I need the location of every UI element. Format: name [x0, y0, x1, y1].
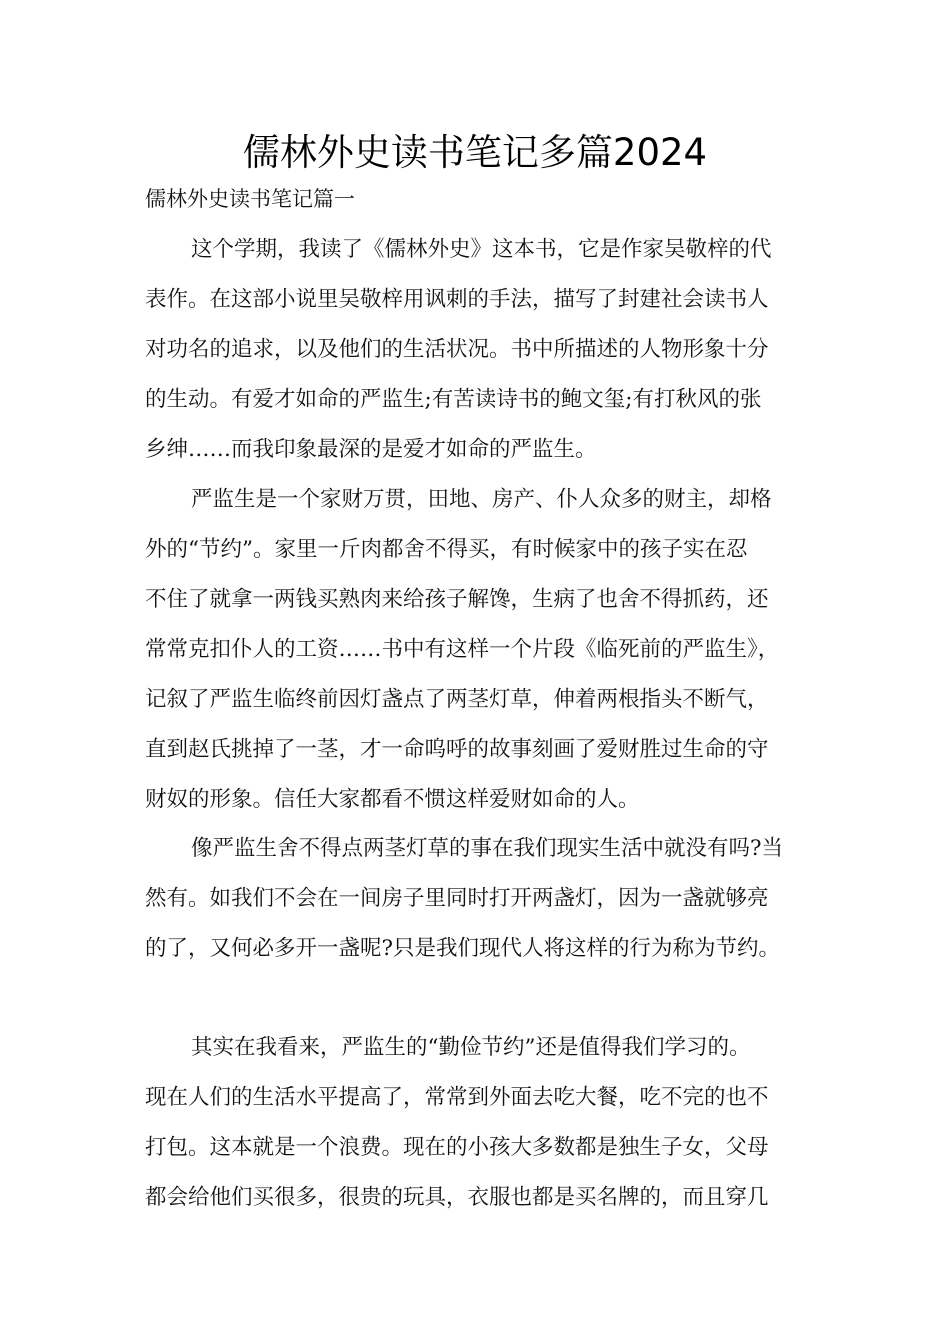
paragraph-line: 乡绅……而我印象最深的是爱才如命的严监生。 — [145, 437, 597, 462]
paragraph-line: 其实在我看来，严监生的“勤俭节约”还是值得我们学习的。 — [191, 1035, 751, 1060]
paragraph-line: 现在人们的生活水平提高了，常常到外面去吃大餐，吃不完的也不 — [145, 1085, 769, 1110]
paragraph-line: 的了，又何必多开一盏呢?只是我们现代人将这样的行为称为节约。 — [145, 936, 781, 961]
paragraph-line: 都会给他们买很多，很贵的玩具，衣服也都是买名牌的，而且穿几 — [145, 1185, 769, 1210]
document-title: 儒林外史读书笔记多篇2024 — [242, 131, 708, 174]
paragraph-line: 对功名的追求，以及他们的生活状况。书中所描述的人物形象十分 — [145, 337, 769, 362]
paragraph-line: 像严监生舍不得点两茎灯草的事在我们现实生活中就没有吗?当 — [191, 836, 784, 861]
paragraph-line: 这个学期，我读了《儒林外史》这本书，它是作家吴敬梓的代 — [191, 237, 772, 262]
paragraph-line: 财奴的形象。信任大家都看不惯这样爱财如命的人。 — [145, 787, 640, 812]
paragraph-line: 常常克扣仆人的工资……书中有这样一个片段《临死前的严监生》， — [145, 637, 780, 662]
paragraph-line: 然有。如我们不会在一间房子里同时打开两盏灯，因为一盏就够亮 — [145, 886, 769, 911]
paragraph-line: 打包。这本就是一个浪费。现在的小孩大多数都是独生子女，父母 — [145, 1135, 769, 1160]
paragraph-line: 的生动。有爱才如命的严监生;有苦读诗书的鲍文玺;有打秋风的张 — [145, 387, 762, 412]
paragraph-line: 外的“节约”。家里一斤肉都舍不得买，有时候家中的孩子实在忍 — [145, 537, 748, 562]
paragraph-line: 记叙了严监生临终前因灯盏点了两茎灯草，伸着两根指头不断气， — [145, 687, 769, 712]
paragraph-line: 严监生是一个家财万贯，田地、房产、仆人众多的财主，却格 — [191, 487, 772, 512]
paragraph-line: 表作。在这部小说里吴敬梓用讽刺的手法，描写了封建社会读书人 — [145, 287, 769, 312]
paragraph-line: 不住了就拿一两钱买熟肉来给孩子解馋，生病了也舍不得抓药，还 — [145, 587, 769, 612]
paragraph-line: 直到赵氏挑掉了一茎，才一命呜呼的故事刻画了爱财胜过生命的守 — [145, 737, 769, 762]
section-heading: 儒林外史读书笔记篇一 — [145, 187, 355, 211]
